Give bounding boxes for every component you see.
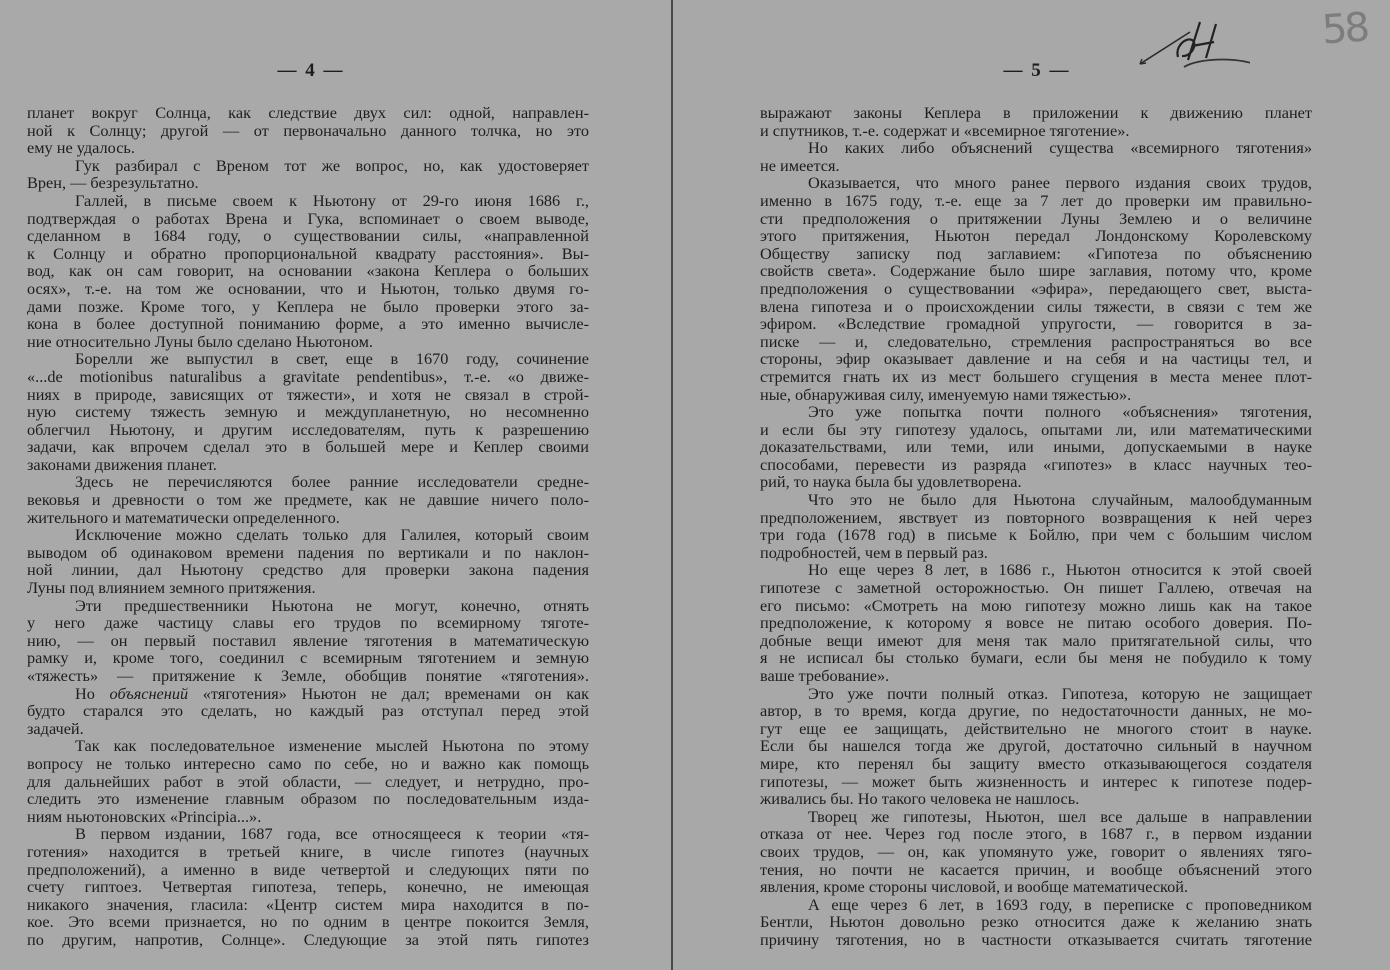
- text-line: сделанном в 1684 году, о существовании силы, «направленной: [27, 226, 589, 246]
- text-line: предположение, к которому я вовсе не питаю особого доверия. По-: [760, 613, 1312, 633]
- text-line: Что это не было для Ньютона случайным, малообдуманным: [808, 490, 1312, 510]
- text-line: Если бы нашелся тогда же другой, достаточно сильный в научном: [760, 736, 1312, 756]
- text-line: влена гипотеза и о происхождении силы тяжести, в связи с тем же: [760, 296, 1312, 316]
- text-line: тения, но почти не касается причин, и вообще объяснений этого: [760, 859, 1312, 879]
- text-line: ные, обнаруживая силу, именуемую нами тяжестью».: [760, 384, 1132, 404]
- text-line: Эти предшественники Ньютона не могут, конечно, отнять: [75, 595, 589, 615]
- text-line: В первом издании, 1687 года, все относящееся к теории «тя-: [75, 824, 589, 844]
- text-line: Творец же гипотезы, Ньютон, шел все дальше в направлении: [808, 806, 1312, 826]
- text-line: гут еще ее защищать, действительно не многого стоит в науке.: [760, 718, 1312, 738]
- text-line: счету гиптоез. Четвертая гипотеза, теперь, конечно, не имеющая: [27, 877, 589, 897]
- text-line: писке — и, следовательно, стремления распространяться во все: [760, 331, 1312, 351]
- text-line: я не исписал бы столько бумаги, если бы меня не побудило к тому: [760, 648, 1312, 668]
- text-line: ние относительно Луны было сделано Ньютоном.: [27, 331, 373, 351]
- text-line: Это уже попытка почти полного «объяснения» тяготения,: [808, 402, 1312, 422]
- page-number: — 4 —: [277, 60, 345, 81]
- text-line: кое. Это всеми признается, но по одним в центре покоится Земля,: [27, 912, 589, 932]
- text-line: и спутников, т.-е. содержат и «всемирное тяготение».: [760, 120, 1130, 140]
- text-line: подробностей, чем в первый раз.: [760, 542, 988, 562]
- text-line: законами движения планет.: [27, 454, 217, 474]
- left-page-body: [27, 104, 589, 949]
- italic-emphasis: объяснений: [109, 683, 189, 703]
- text-line: три года (1678 год) в письме к Бойлю, при чем с большим числом: [760, 525, 1312, 545]
- text-line: А еще через 6 лет, в 1693 году, в переписке с проповедником: [808, 894, 1312, 914]
- text-line: вопросу не только интересно само по себе, но и важно как помощь: [27, 753, 589, 773]
- text-line: предположением, явствует из повторного возвращения к ней через: [760, 507, 1312, 527]
- text-line: ваше требование».: [760, 666, 890, 685]
- text-line: ему не удалось.: [27, 138, 135, 158]
- text-line: выводом об одинаковом времени падения по вертикали и по наклон-: [27, 542, 589, 562]
- text-line: осях», т.-е. на том же основании, что и Ньютон, только двумя го-: [27, 278, 589, 298]
- text-line: дами позже. Кроме того, у Кеплера не было проверки этого за-: [27, 296, 589, 316]
- text-line: ную систему тяжесть земную и междупланетную, но несомненно: [27, 402, 589, 422]
- text-line: Но каких либо объяснений существа «всемирного тяготения»: [808, 138, 1312, 158]
- text-line: сти предположения о притяжении Луны Землею и о величине: [760, 208, 1312, 228]
- text-line: и если бы эту гипотезу удалось, опытами ли, или математическими: [760, 419, 1312, 439]
- text-line: живались бы. Но такого человека не нашлось.: [760, 789, 1080, 809]
- text-line: Исключение можно сделать только для Галилея, который своим: [75, 525, 589, 545]
- text-line: для дальнейших работ в этой области, — следует, и нетрудно, про-: [27, 771, 589, 791]
- text-line: вековья и древности о том же предмете, как не давшие ничего поло-: [27, 490, 589, 510]
- text-line: отказа от нее. Через год после этого, в 1687 г., в первом издании: [760, 824, 1312, 844]
- text-segment: «тяготения» Ньютон не дал; временами он как: [188, 683, 590, 703]
- text-line: явления, кроме стороны числовой, и вообще математической.: [760, 877, 1189, 897]
- page-number: — 5 —: [1003, 60, 1071, 81]
- text-line: задачей.: [27, 718, 84, 738]
- text-line: мире, кто перенял бы защиту вместо отказывающегося создателя: [760, 753, 1312, 773]
- text-line: Галлей, в письме своем к Ньютону от 29-го июня 1686 г.,: [75, 190, 589, 210]
- text-line: Оказывается, что много ранее первого издания своих трудов,: [808, 173, 1312, 193]
- text-line: ной к Солнцу; другой — от первоначально данного толчка, но это: [27, 120, 589, 140]
- text-line: рамку и, кроме того, соединил с всемирным тяготением и земную: [27, 648, 589, 668]
- text-line: у него даже частицу славы его трудов по всемирному тяготе-: [27, 613, 589, 633]
- text-line: Так как последовательное изменение мыслей Ньютона по этому: [75, 736, 589, 756]
- text-line: Обществу записку под заглавием: «Гипотеза по объяснению: [760, 243, 1312, 263]
- text-line: свойств света». Содержание было шире заглавия, потому что, кроме: [760, 261, 1312, 281]
- text-line: подтверждая о работах Врена и Гука, вспоминает о своем выводе,: [27, 208, 589, 228]
- text-line: ниям ньютоновских «Principia...».: [27, 806, 262, 826]
- handwritten-page-number: 58: [1320, 4, 1369, 54]
- text-line: по другим, напротив, Солнце». Следующие за этой пять гипотез: [27, 929, 589, 949]
- text-line: Луны под влиянием земного притяжения.: [27, 578, 316, 598]
- text-line: автор, в то время, когда другие, по недостаточности данных, не мо-: [760, 701, 1312, 721]
- text-line: предположений), а именно в виде четвертой и следующих пяти по: [27, 859, 589, 879]
- text-line: облегчил Ньютону, и другим исследователям, путь к разрешению: [27, 419, 589, 439]
- text-line: стороны, эфир оказывает давление и на себя и на частицы тел, и: [760, 349, 1312, 369]
- text-line: задачи, как впрочем сделал это в большей мере и Кеплер своими: [27, 437, 589, 457]
- text-line: ной линии, дал Ньютону средство для проверки закона падения: [27, 560, 589, 580]
- text-line: вод, как он сам говорит, на основании «закона Кеплера о больших: [27, 261, 589, 281]
- handwritten-signature: [1130, 12, 1250, 72]
- text-line: Это уже почти полный отказ. Гипотеза, которую не защищает: [808, 683, 1312, 703]
- text-line: кона в более доступной пониманию форме, а это именно вычисле-: [27, 314, 589, 334]
- text-line: жительного и математически определенного.: [27, 507, 340, 527]
- text-line: Бентли, Ньютон довольно резко относится даже к желанию знать: [760, 912, 1312, 932]
- text-segment: Но: [75, 683, 110, 703]
- text-line: именно в 1675 году, т.-е. еще за 7 лет до проверки им правильно-: [760, 190, 1312, 210]
- text-line: предположения о существовании «эфира», передающего свет, выста-: [760, 278, 1312, 298]
- text-line: ниях в природе, зависящих от тяжести», и хотя не связал в строй-: [27, 384, 589, 404]
- text-line: готения» находится в третьей книге, в числе гипотез (научных: [27, 841, 589, 861]
- right-page-body: [760, 104, 1312, 949]
- text-line: Здесь не перечисляются более ранние исследователи средне-: [75, 472, 589, 492]
- text-line: [27, 685, 589, 703]
- text-line: нию, — он первый поставил явление тяготения в математическую: [27, 630, 589, 650]
- text-line: гипотезе с заметной осторожностью. Он пишет Галлею, отвечая на: [760, 578, 1312, 598]
- text-line: выражают законы Кеплера в приложении к движению планет: [760, 103, 1312, 122]
- text-line: доказательствами, или теми, или иными, допускаемыми в науке: [760, 437, 1312, 457]
- text-line: Гук разбирал с Вреном тот же вопрос, но, как удостоверяет: [75, 155, 589, 175]
- text-line: стремится гнать их из мест большего сгущения в места менее плот-: [760, 366, 1312, 386]
- text-line: этого притяжения, Ньютон передал Лондонскому Королевскому: [760, 226, 1312, 246]
- text-line: причину тяготения, но в частности отказывается считать тяготение: [760, 929, 1312, 949]
- text-line: Врен, — безрезультатно.: [27, 173, 199, 193]
- text-line: никакого значения, гласила: «Центр систем мира находится в по-: [27, 894, 589, 914]
- text-line: следить это изменение главным образом по последовательным изда-: [27, 789, 589, 809]
- text-line: способами, перевести из разряда «гипотез» в класс научных тео-: [760, 454, 1312, 474]
- text-line: к Солнцу и обратно пропорциональной квадрату расстояния». Вы-: [27, 243, 589, 263]
- text-line: своих трудов, — он, как упомянуто уже, говорит о явлениях тяго-: [760, 841, 1312, 861]
- text-line: рий, то наука была бы удовлетворена.: [760, 472, 1022, 492]
- text-line: «...de motionibus naturalibus a gravitate pendentibus», т.-е. «о движе-: [27, 366, 589, 386]
- text-line: его письмо: «Смотреть на мою гипотезу можно лишь как на такое: [760, 595, 1312, 615]
- text-line: добные вещи имеют для меня так мало притягательной силы, что: [760, 630, 1312, 650]
- text-line: эфиром. «Вследствие громадной упругости, — говорится в за-: [760, 314, 1312, 334]
- text-line: «тяжесть» — притяжение к Земле, обобщив понятие «тяготения».: [27, 666, 589, 685]
- text-line: гипотезы, — может быть жизненность и интерес к гипотезе подер-: [760, 771, 1312, 791]
- text-line: Но еще через 8 лет, в 1686 г., Ньютон относится к этой своей: [808, 560, 1312, 580]
- text-line: планет вокруг Солнца, как следствие двух сил: одной, направлен-: [27, 103, 589, 122]
- text-line: будто старался это сделать, но каждый раз отступал перед этой: [27, 701, 589, 721]
- text-line: не имеется.: [760, 155, 840, 175]
- text-line: Борелли же выпустил в свет, еще в 1670 году, сочинение: [75, 349, 589, 369]
